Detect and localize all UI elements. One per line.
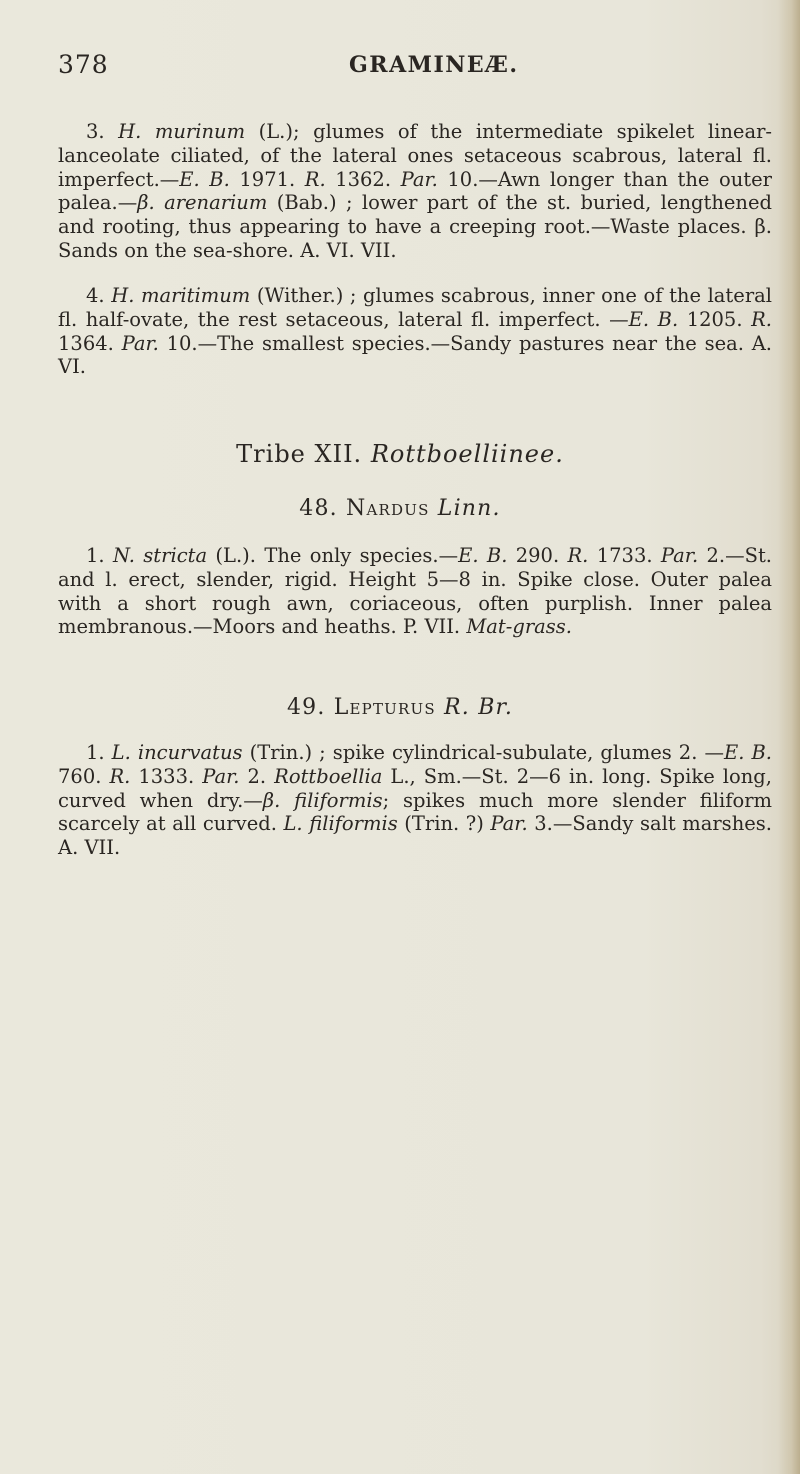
genus-heading-lepturus: 49. Lepturus R. Br. — [286, 695, 514, 720]
genus-heading-nardus: 48. Nardus Linn. — [299, 496, 501, 521]
entry-nardus-stricta: 1. N. stricta (L.). The only species.—E. B. 290. R. 1733. Par. 2.—St. and l. erect, slender, rigid. Height 5—8 in. Spike close. Outer palea with a short rough awn, coriaceous, often purplish. Inner palea membranous.—Moors and heaths. P. VII. Mat-grass. — [58, 544, 772, 639]
species-name: H. murinum — [118, 120, 246, 143]
page-header — [58, 50, 758, 90]
tribe-heading: Tribe XII. Rottboelliinee. — [236, 440, 564, 468]
species-name: L. incurvatus — [111, 741, 243, 764]
page-edge-shadow — [778, 0, 800, 1474]
entry-hordeum-maritimum: 4. H. maritimum (Wither.) ; glumes scabrous, inner one of the lateral fl. half-ovate, the rest setaceous, lateral fl. imperfect. —E. B. 1205. R. 1364. Par. 10.—The smallest species.—Sandy pastures near the sea. A. VI. — [58, 284, 772, 379]
species-name: H. maritimum — [111, 284, 251, 307]
common-name: Mat-grass. — [466, 615, 573, 639]
variety-name: β. filiformis — [262, 788, 383, 812]
species-name: N. stricta — [112, 544, 208, 567]
entry-hordeum-murinum: 3. H. murinum (L.); glumes of the intermediate spikelet linear-lanceolate ciliated, of the lateral ones setaceous scabrous, lateral fl. imperfect.—E. B. 1971. R. 1362. Par. 10.—Awn longer than the outer palea.—β. arenarium (Bab.) ; lower part of the st. buried, lengthened and rooting, thus appearing to have a creeping root.—Waste places. β. Sands on the sea-shore. A. VI. VII. — [58, 120, 772, 262]
variety-name: β. arenarium — [137, 191, 268, 215]
entry-lepturus-incurvatus: 1. L. incurvatus (Trin.) ; spike cylindrical-subulate, glumes 2. —E. B. 760. R. 1333. Par. 2. Rottboellia L., Sm.—St. 2—6 in. long. Spike long, curved when dry.—β. filiformis; spikes much more slender filiform scarcely at all curved. L. filiformis (Trin. ?) Par. 3.—Sandy salt marshes. A. VII. — [58, 741, 773, 860]
running-head: GRAMINEÆ. — [349, 52, 519, 78]
page-number: 378 — [58, 50, 109, 79]
